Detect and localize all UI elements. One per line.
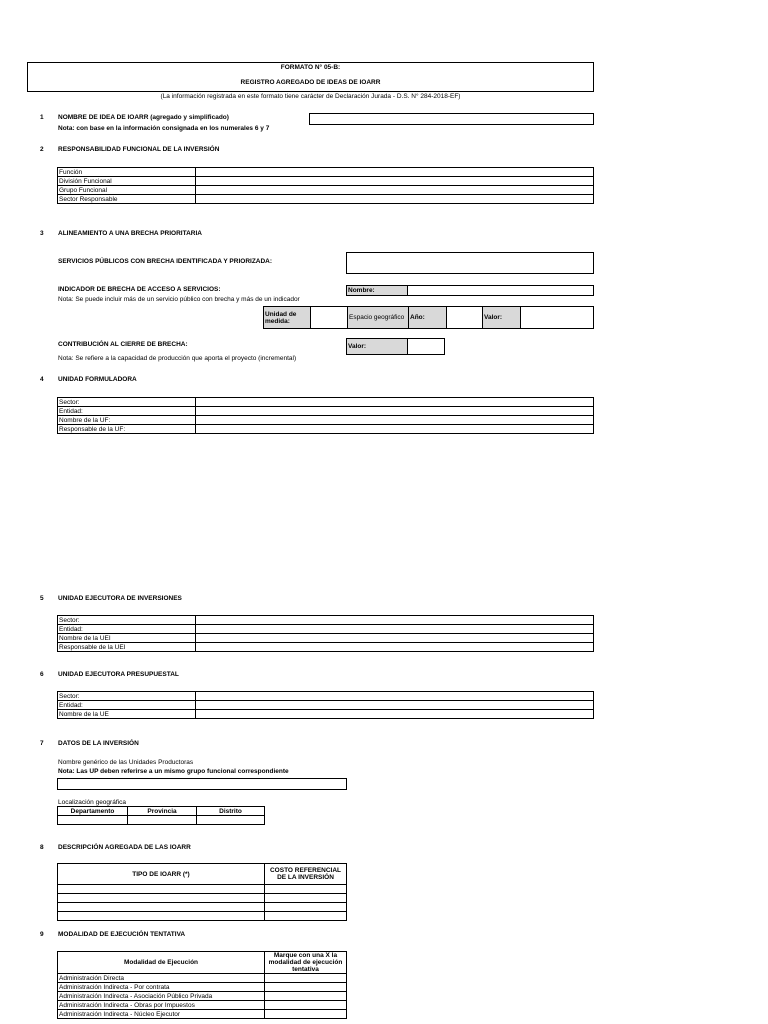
table-row	[58, 177, 594, 186]
geo-space-label: Espacio geográfico	[348, 307, 409, 329]
table-row	[58, 885, 347, 894]
table-row	[58, 398, 594, 407]
input-cell[interactable]	[196, 634, 594, 643]
row-label: División Funcional	[58, 177, 196, 186]
department-field[interactable]	[58, 816, 128, 825]
table-row	[58, 634, 594, 643]
cost-cell[interactable]	[265, 885, 347, 894]
input-cell[interactable]	[196, 416, 594, 425]
section-5-title: UNIDAD EJECUTORA DE INVERSIONES	[58, 595, 182, 602]
table-row	[58, 195, 594, 204]
cost-cell[interactable]	[265, 912, 347, 921]
table-row	[58, 701, 594, 710]
row-label: Responsable de la UF:	[58, 425, 196, 434]
mark-cell[interactable]	[265, 992, 347, 1001]
row-label: Sector:	[58, 398, 196, 407]
section-4-title: UNIDAD FORMULADORA	[58, 376, 137, 383]
row-label: Nombre de la UE	[58, 710, 196, 719]
functional-responsibility-table	[57, 167, 594, 204]
input-cell[interactable]	[196, 425, 594, 434]
table-row	[58, 903, 347, 912]
ioarr-type-cell[interactable]	[58, 903, 265, 912]
table-row	[58, 894, 347, 903]
contribution-value-label-cell	[346, 338, 408, 355]
services-field[interactable]	[346, 252, 594, 274]
budget-unit-table	[57, 691, 594, 719]
input-cell[interactable]	[196, 177, 594, 186]
table-row	[58, 983, 347, 992]
execution-mode-table	[57, 951, 347, 1019]
section-5-number: 5	[40, 595, 44, 602]
year-field[interactable]	[447, 307, 483, 329]
district-header: Distrito	[197, 807, 265, 816]
table-row	[58, 692, 594, 701]
table-row	[58, 912, 347, 921]
table-row	[58, 168, 594, 177]
ioarr-name-field[interactable]	[309, 113, 594, 125]
contribution-label: CONTRIBUCIÓN AL CIERRE DE BRECHA:	[58, 341, 188, 348]
input-cell[interactable]	[196, 701, 594, 710]
execution-mode-label: Administración Indirecta - Núcleo Ejecutor	[58, 1010, 265, 1019]
table-row	[58, 807, 265, 816]
executing-unit-table	[57, 615, 594, 652]
table-row	[58, 992, 347, 1001]
input-cell[interactable]	[196, 625, 594, 634]
year-label: Año:	[409, 307, 447, 329]
table-row	[58, 952, 347, 974]
unit-field[interactable]	[311, 307, 348, 329]
row-label: Responsable de la UEI	[58, 643, 196, 652]
table-row	[58, 710, 594, 719]
table-row	[58, 186, 594, 195]
section-9-number: 9	[40, 931, 44, 938]
mark-cell[interactable]	[265, 974, 347, 983]
row-label: Sector:	[58, 616, 196, 625]
mark-cell[interactable]	[265, 983, 347, 992]
section-3-title: ALINEAMIENTO A UNA BRECHA PRIORITARIA	[58, 230, 202, 237]
table-row	[264, 307, 594, 329]
input-cell[interactable]	[196, 398, 594, 407]
execution-mode-label: Administración Indirecta - Obras por Impuestos	[58, 1001, 265, 1010]
input-cell[interactable]	[196, 616, 594, 625]
section-1-title: NOMBRE DE IDEA DE IOARR (agregado y simplificado)	[58, 114, 229, 121]
mark-cell[interactable]	[265, 1001, 347, 1010]
location-table	[57, 806, 265, 825]
row-label: Entidad:	[58, 407, 196, 416]
indicator-note: Nota: Se puede incluir más de un servicio público con brecha y más de un indicador	[58, 296, 300, 303]
table-row	[58, 643, 594, 652]
reference-cost-header: COSTO REFERENCIAL DE LA INVERSIÓN	[265, 864, 347, 885]
productive-units-label: Nombre genérico de las Unidades Productoras	[58, 759, 194, 766]
row-label: Grupo Funcional	[58, 186, 196, 195]
form-number: FORMATO N° 05-B:	[280, 64, 341, 71]
value-label: Valor:	[483, 307, 521, 329]
section-6-title: UNIDAD EJECUTORA PRESUPUESTAL	[58, 671, 179, 678]
table-row	[58, 425, 594, 434]
mark-cell[interactable]	[265, 1010, 347, 1019]
ioarr-type-cell[interactable]	[58, 912, 265, 921]
input-cell[interactable]	[196, 692, 594, 701]
services-label: SERVICIOS PÚBLICOS CON BRECHA IDENTIFICADA Y PRIORIZADA:	[58, 258, 273, 265]
indicator-name-field[interactable]	[407, 285, 594, 296]
province-header: Provincia	[128, 807, 197, 816]
ioarr-type-cell[interactable]	[58, 894, 265, 903]
table-row	[58, 416, 594, 425]
section-1-number: 1	[40, 114, 44, 121]
ioarr-description-table	[57, 863, 347, 921]
section-2-number: 2	[40, 146, 44, 153]
row-label: Entidad:	[58, 701, 196, 710]
input-cell[interactable]	[196, 195, 594, 204]
contribution-note: Nota: Se refiere a la capacidad de producción que aporta el proyecto (incremental)	[58, 355, 297, 362]
section-1-note: Nota: con base en la información consignada en los numerales 6 y 7	[58, 125, 270, 132]
execution-mode-label: Administración Indirecta - Por contrata	[58, 983, 265, 992]
ioarr-type-header: TIPO DE IOARR (*)	[58, 864, 265, 885]
form-title: REGISTRO AGREGADO DE IDEAS DE IOARR	[240, 79, 381, 86]
table-row	[58, 816, 265, 825]
section-4-number: 4	[40, 376, 44, 383]
row-label: Nombre de la UF:	[58, 416, 196, 425]
indicator-detail-table	[263, 306, 594, 329]
input-cell[interactable]	[196, 643, 594, 652]
section-6-number: 6	[40, 671, 44, 678]
cost-cell[interactable]	[265, 903, 347, 912]
formulating-unit-table	[57, 397, 594, 434]
mark-x-header: Marque con una X la modalidad de ejecución tentativa	[265, 952, 347, 974]
input-cell[interactable]	[196, 407, 594, 416]
row-label: Sector Responsable	[58, 195, 196, 204]
execution-mode-label: Administración Directa	[58, 974, 265, 983]
section-8-title: DESCRIPCIÓN AGREGADA DE LAS IOARR	[58, 844, 191, 851]
table-row	[58, 407, 594, 416]
section-7-title: DATOS DE LA INVERSIÓN	[58, 740, 139, 747]
input-cell[interactable]	[196, 186, 594, 195]
execution-mode-label: Administración Indirecta - Asociación Público Privada	[58, 992, 265, 1001]
indicator-label: INDICADOR DE BRECHA DE ACCESO A SERVICIOS:	[58, 286, 221, 293]
productive-units-note: Nota: Las UP deben referirse a un mismo grupo funcional correspondiente	[58, 768, 289, 775]
row-label: Función	[58, 168, 196, 177]
execution-mode-header: Modalidad de Ejecución	[58, 952, 265, 974]
indicator-name-label-cell	[346, 285, 408, 296]
section-9-title: MODALIDAD DE EJECUCIÓN TENTATIVA	[58, 931, 186, 938]
row-label: Entidad:	[58, 625, 196, 634]
section-8-number: 8	[40, 844, 44, 851]
district-field[interactable]	[197, 816, 265, 825]
input-cell[interactable]	[196, 168, 594, 177]
unit-label: Unidad de medida:	[264, 307, 311, 329]
cost-cell[interactable]	[265, 894, 347, 903]
row-label: Nombre de la UEI	[58, 634, 196, 643]
row-label: Sector:	[58, 692, 196, 701]
contribution-value-field[interactable]	[407, 338, 445, 355]
table-row	[58, 864, 347, 885]
section-3-number: 3	[40, 230, 44, 237]
location-label: Localización geográfica	[58, 799, 126, 806]
section-7-number: 7	[40, 740, 44, 747]
value-field[interactable]	[521, 307, 594, 329]
table-row	[58, 974, 347, 983]
table-row	[58, 1010, 347, 1019]
table-row	[58, 1001, 347, 1010]
department-header: Departamento	[58, 807, 128, 816]
input-cell[interactable]	[196, 710, 594, 719]
form-declaration-note: (La información registrada en este formato tiene carácter de Declaración Jurada - D.S. N° 284-2018-EF)	[160, 93, 461, 100]
contribution-value-label: Valor:	[348, 343, 367, 350]
table-row	[58, 625, 594, 634]
table-row	[58, 616, 594, 625]
indicator-name-label: Nombre:	[348, 287, 375, 294]
section-2-title: RESPONSABILIDAD FUNCIONAL DE LA INVERSIÓN	[58, 146, 220, 153]
ioarr-type-cell[interactable]	[58, 885, 265, 894]
productive-units-field[interactable]	[57, 778, 347, 790]
province-field[interactable]	[128, 816, 197, 825]
